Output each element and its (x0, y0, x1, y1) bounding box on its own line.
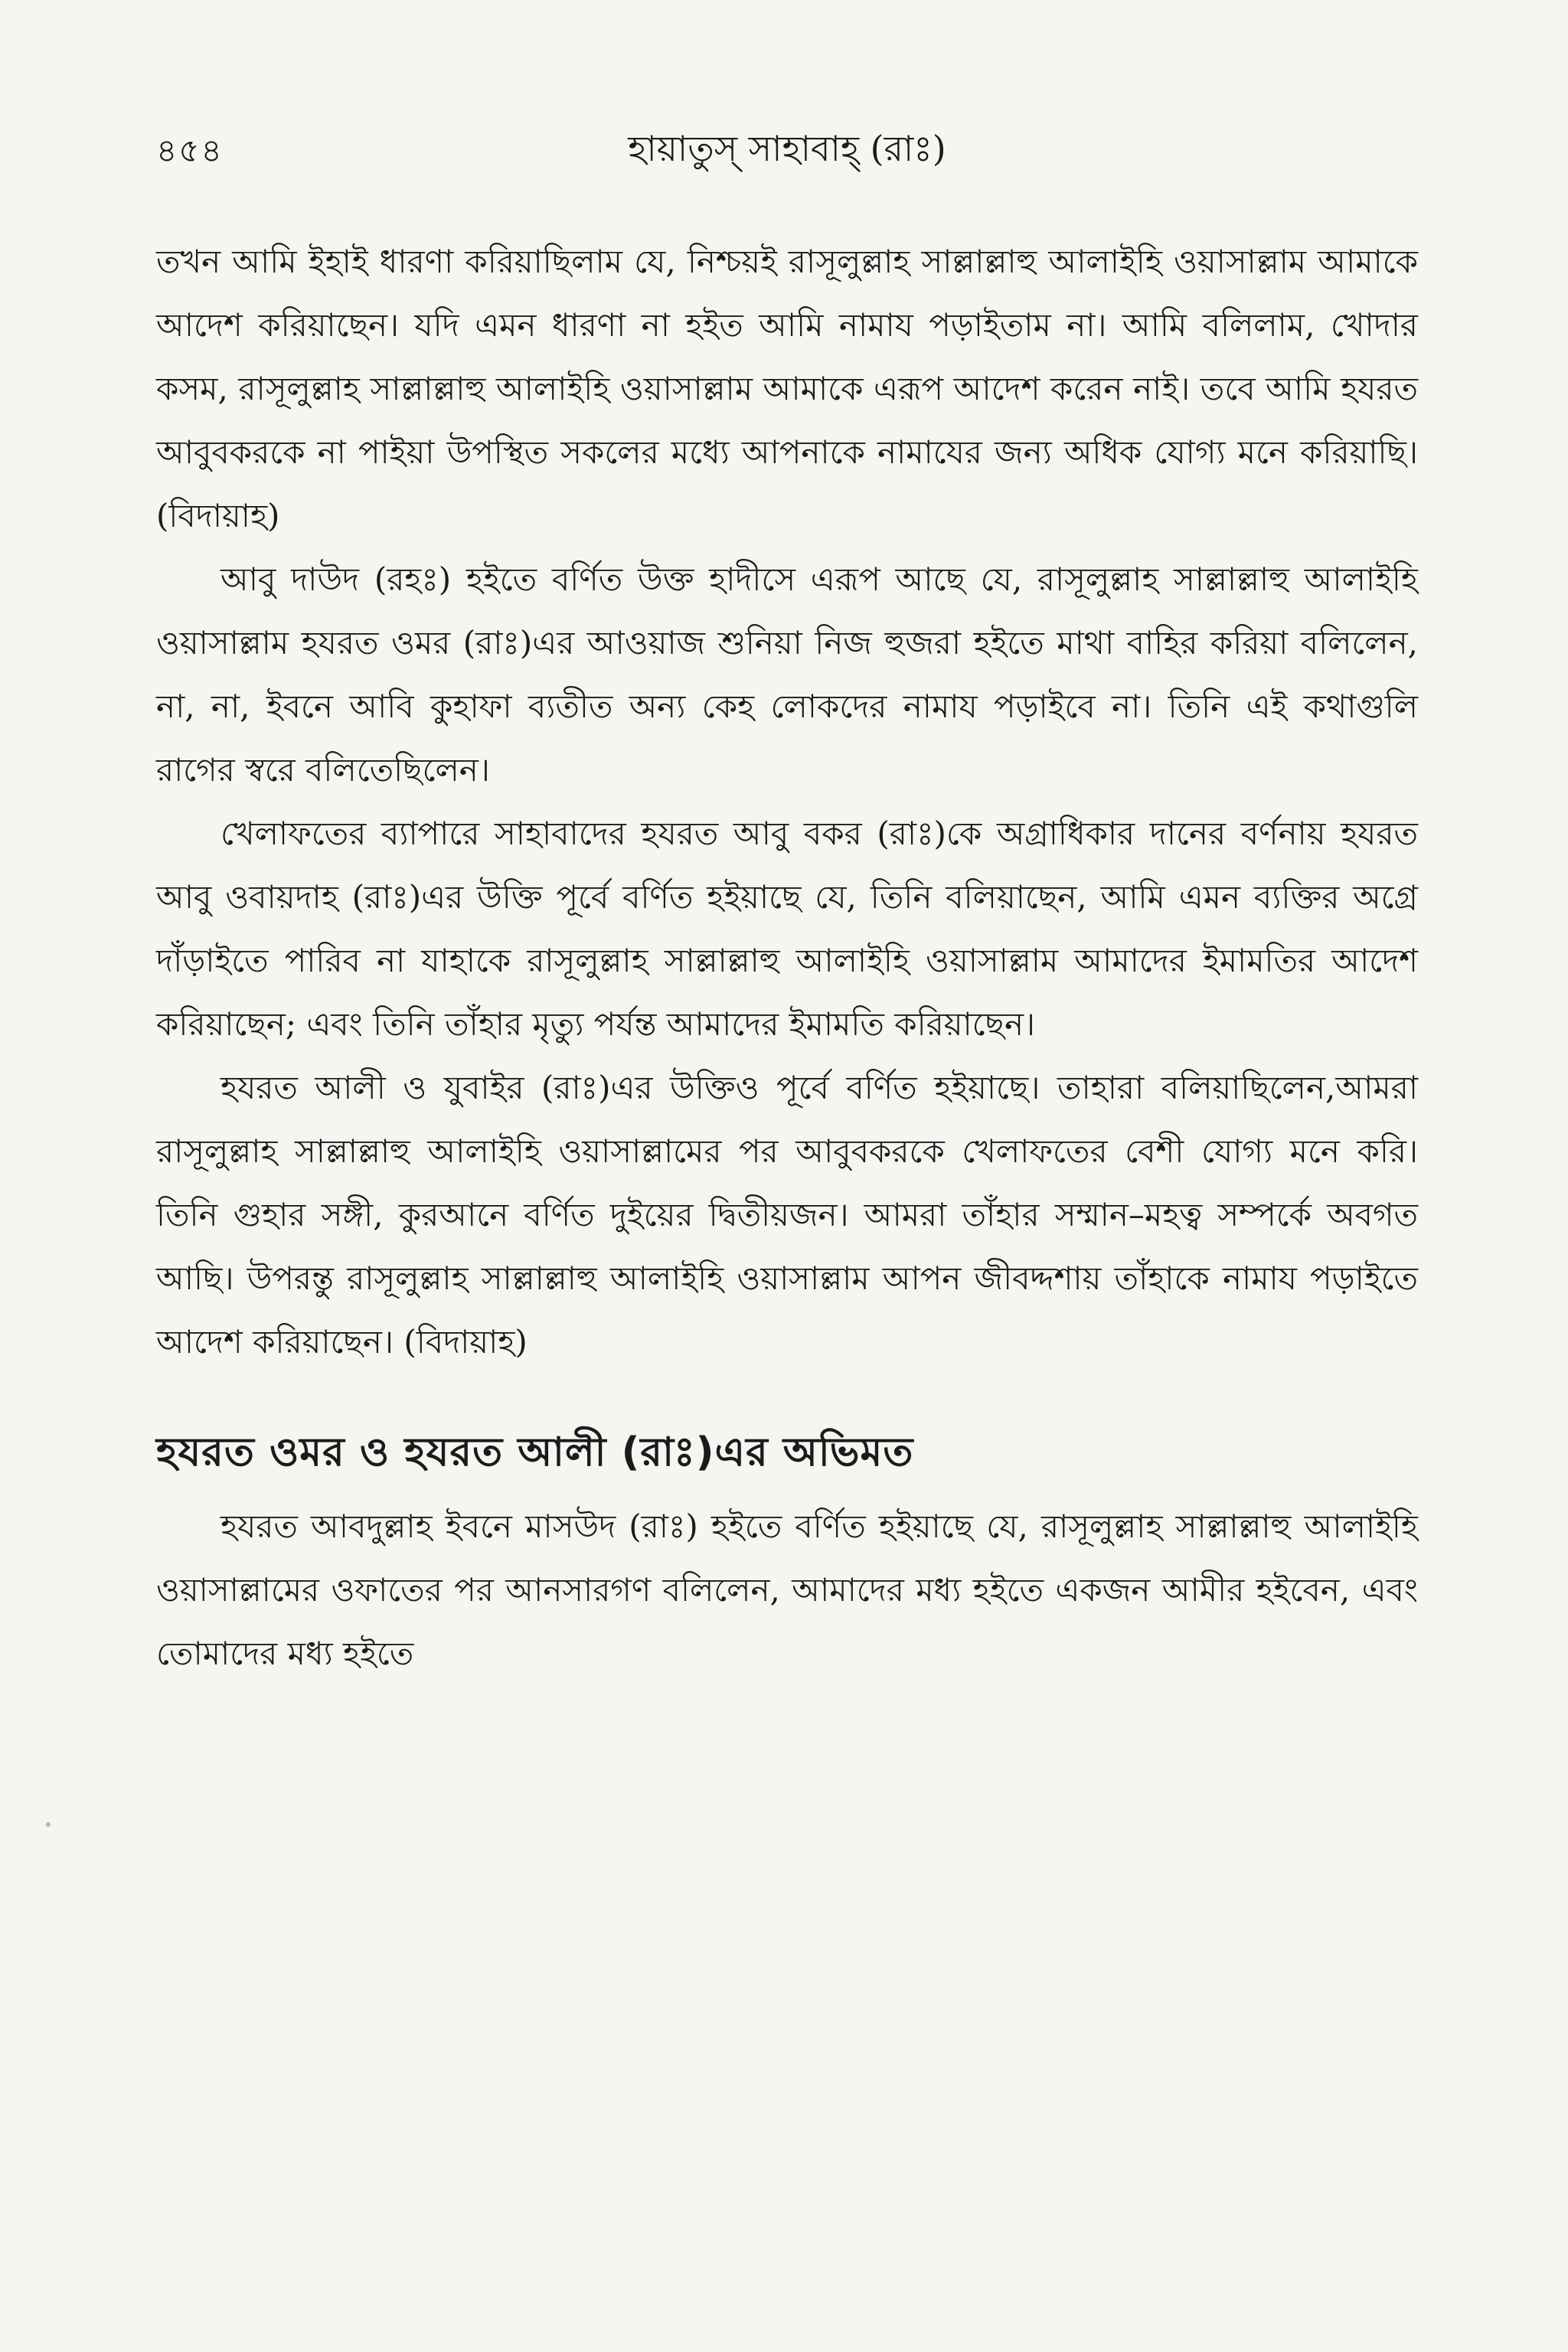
running-title: হায়াতুস্ সাহাবাহ্ (রাঃ) (628, 128, 946, 169)
paragraph-4: হযরত আলী ও যুবাইর (রাঃ)এর উক্তিও পূর্বে বর্ণিত হইয়াছে। তাহারা বলিয়াছিলেন,আমরা রাসূলুল্লাহ সাল্লাল্লাহু আলাইহি ওয়াসাল্লামের পর আবুবকরকে খেলাফতের বেশী যোগ্য মনে করি। তিনি গুহার সঙ্গী, কুরআনে বর্ণিত দুইয়ের দ্বিতীয়জন। আমরা তাঁহার সম্মান–মহত্ব সম্পর্কে অবগত আছি। উপরন্তু রাসূলুল্লাহ সাল্লাল্লাহু আলাইহি ওয়াসাল্লাম আপন জীবদ্দশায় তাঁহাকে নামায পড়াইতে আদেশ করিয়াছেন। (বিদায়াহ) (156, 1069, 1418, 1361)
section-heading: হযরত ওমর ও হযরত আলী (রাঃ)এর অভিমত (156, 1429, 914, 1475)
scan-speck (46, 1822, 51, 1827)
paragraph-5: হযরত আবদুল্লাহ ইবনে মাসউদ (রাঃ) হইতে বর্ণিত হইয়াছে যে, রাসূলুল্লাহ সাল্লাল্লাহু আলাইহি ওয়াসাল্লামের ওফাতের পর আনসারগণ বলিলেন, আমাদের মধ্য হইতে একজন আমীর হইবেন, এবং তোমাদের মধ্য হইতে (156, 1508, 1418, 1672)
paragraph-2: আবু দাউদ (রহঃ) হইতে বর্ণিত উক্ত হাদীসে এরূপ আছে যে, রাসূলুল্লাহ সাল্লাল্লাহু আলাইহি ওয়াসাল্লাম হযরত ওমর (রাঃ)এর আওয়াজ শুনিয়া নিজ হুজরা হইতে মাথা বাহির করিয়া বলিলেন, না, না, ইবনে আবি কুহাফা ব্যতীত অন্য কেহ লোকদের নামায পড়াইবে না। তিনি এই কথাগুলি রাগের স্বরে বলিতেছিলেন। (156, 560, 1418, 789)
page-number: ৪৫৪ (156, 132, 224, 169)
body-text (156, 230, 1418, 1685)
paragraph-1: তখন আমি ইহাই ধারণা করিয়াছিলাম যে, নিশ্চয়ই রাসূলুল্লাহ সাল্লাল্লাহু আলাইহি ওয়াসাল্লাম আমাকে আদেশ করিয়াছেন। যদি এমন ধারণা না হইত আমি নামায পড়াইতাম না। আমি বলিলাম, খোদার কসম, রাসূলুল্লাহ সাল্লাল্লাহু আলাইহি ওয়াসাল্লাম আমাকে এরূপ আদেশ করেন নাই। তবে আমি হযরত আবুবকরকে না পাইয়া উপস্থিত সকলের মধ্যে আপনাকে নামাযের জন্য অধিক যোগ্য মনে করিয়াছি। (বিদায়াহ) (156, 243, 1418, 534)
page-header (156, 115, 1418, 176)
paragraph-3: খেলাফতের ব্যাপারে সাহাবাদের হযরত আবু বকর (রাঃ)কে অগ্রাধিকার দানের বর্ণনায় হযরত আবু ওবায়দাহ (রাঃ)এর উক্তি পূর্বে বর্ণিত হইয়াছে যে, তিনি বলিয়াছেন, আমি এমন ব্যক্তির অগ্রে দাঁড়াইতে পারিব না যাহাকে রাসূলুল্লাহ সাল্লাল্লাহু আলাইহি ওয়াসাল্লাম আমাদের ইমামতির আদেশ করিয়াছেন; এবং তিনি তাঁহার মৃত্যু পর্যন্ত আমাদের ইমামতি করিয়াছেন। (156, 815, 1418, 1043)
